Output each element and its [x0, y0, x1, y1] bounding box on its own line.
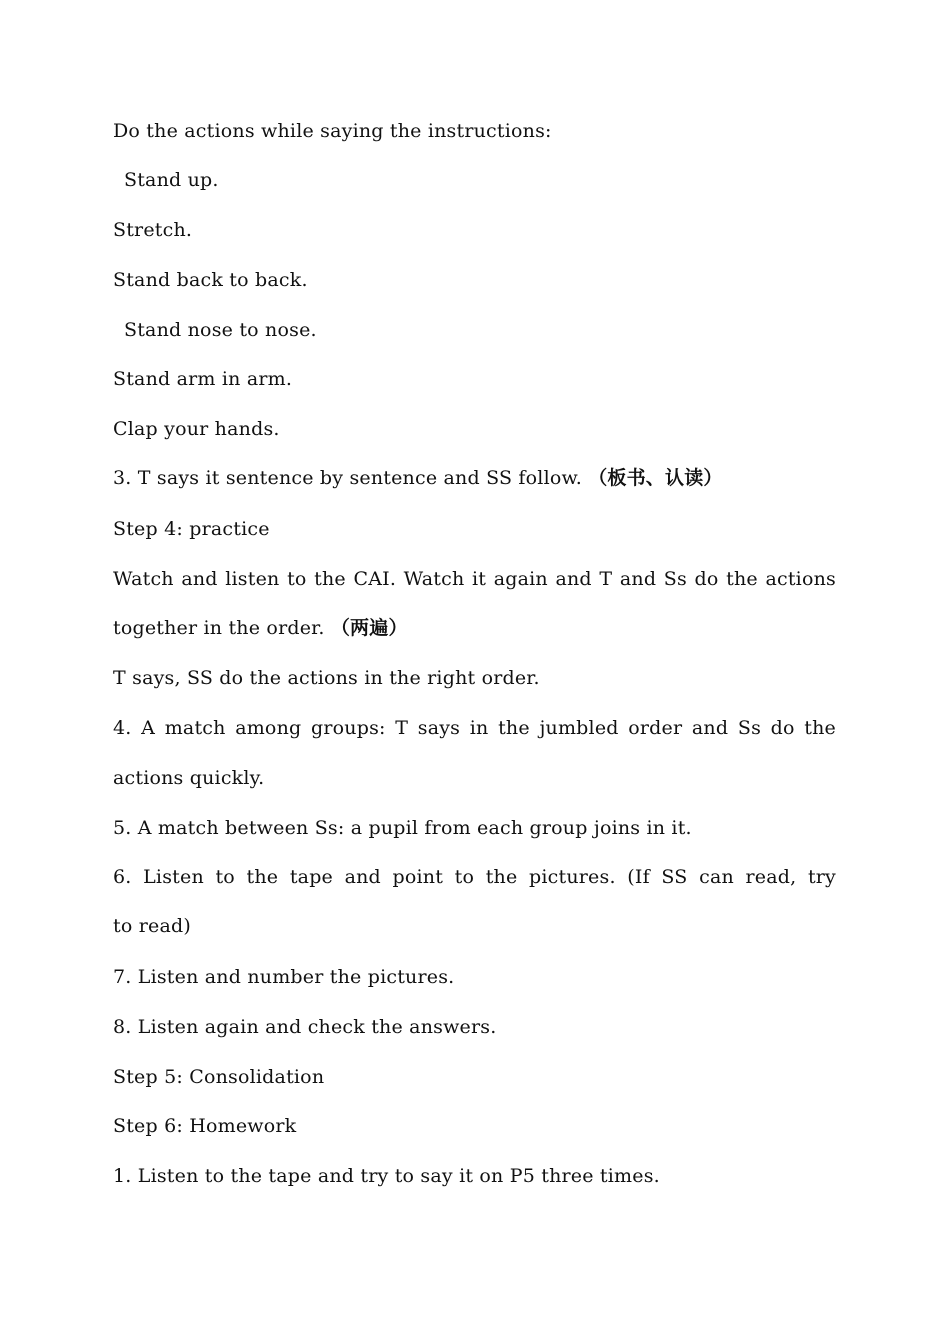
homework-item-1: 1. Listen to the tape and try to say it on P5 three times.: [113, 1165, 660, 1187]
instructions-intro: Do the actions while saying the instructions:: [113, 120, 552, 142]
item-6-line-1: 6. Listen to the tape and point to the pictures. (If SS can read, try: [113, 866, 836, 888]
step-3-line: [113, 466, 723, 490]
item-8: 8. Listen again and check the answers.: [113, 1016, 497, 1038]
step-3-note: （板书、认读）: [588, 467, 723, 489]
instruction-stand-up: Stand up.: [124, 169, 219, 191]
step-6-heading: Step 6: Homework: [113, 1115, 297, 1137]
instruction-back-to-back: Stand back to back.: [113, 269, 308, 291]
item-7: 7. Listen and number the pictures.: [113, 966, 455, 988]
instruction-nose-to-nose: Stand nose to nose.: [124, 319, 317, 341]
practice-line-2-note: （两遍）: [330, 617, 408, 639]
practice-line-3: T says, SS do the actions in the right order.: [113, 667, 540, 689]
step-3-text: 3. T says it sentence by sentence and SS follow.: [113, 467, 582, 489]
instruction-arm-in-arm: Stand arm in arm.: [113, 368, 293, 390]
step-4-heading: Step 4: practice: [113, 518, 270, 540]
item-6-line-2: to read): [113, 915, 191, 937]
instruction-stretch: Stretch.: [113, 219, 193, 241]
item-4-line-2: actions quickly.: [113, 767, 265, 789]
item-4-line-1: 4. A match among groups: T says in the jumbled order and Ss do the: [113, 717, 836, 739]
step-5-heading: Step 5: Consolidation: [113, 1066, 325, 1088]
instruction-clap-hands: Clap your hands.: [113, 418, 280, 440]
practice-line-2: [113, 616, 408, 640]
practice-line-2-text: together in the order.: [113, 617, 325, 639]
practice-line-1: Watch and listen to the CAI. Watch it again and T and Ss do the actions: [113, 568, 836, 590]
item-5: 5. A match between Ss: a pupil from each group joins in it.: [113, 817, 692, 839]
